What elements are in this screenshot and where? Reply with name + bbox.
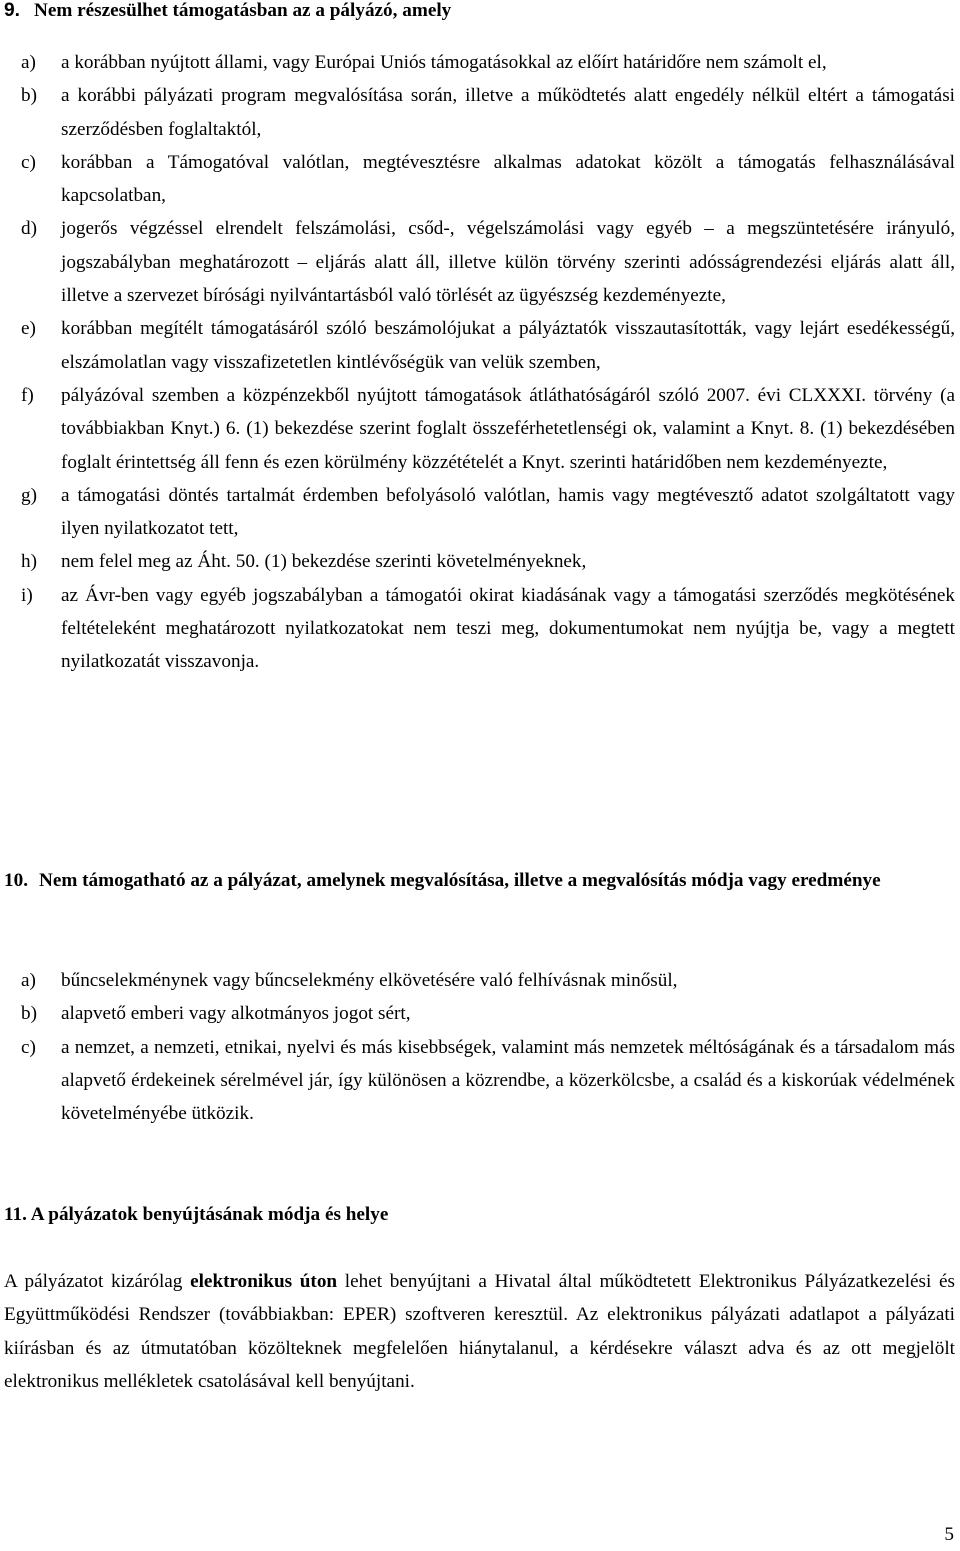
list-item-label: a)	[21, 52, 36, 73]
section-number: 10.	[4, 870, 28, 891]
section-title: A pályázatok benyújtásának módja és helye	[30, 1204, 389, 1225]
section-10-heading	[4, 864, 955, 897]
list-item-text: pályázóval szemben a közpénzekből nyújtott támogatások átláthatóságáról szóló 2007. évi CLXXXI. törvény (a továbbiakban Knyt.) 6. (1) bekezdése szerint foglalt összeférhetetlenségi ok, valamint a Knyt. 8. (1) bekezdésében foglalt érintettség áll fenn és ezen körülmény közzétételét a Knyt. szerinti határidőben nem kezdeményezte,	[61, 384, 955, 473]
paragraph-text: lehet benyújtani a Hivatal által működtetett Elektronikus Pályázatkezelési és Együttműködési Rendszer (továbbiakban: EPER) szoftveren keresztül. Az elektronikus pályázati adatlapot a pályázati kiírásban és az útmutatóban közölteknek megfelelően hiánytalanul, a kérdésekre választ adva és az ott megjelölt elektronikus mellékletek csatolásával kell benyújtani.	[4, 1271, 956, 1392]
list-item-label: b)	[21, 1003, 37, 1025]
list-item-label: f)	[21, 384, 34, 406]
list-item	[4, 964, 955, 997]
list-item	[4, 46, 955, 79]
list-item	[4, 545, 955, 578]
list-item	[4, 1031, 955, 1131]
list-item-label: d)	[21, 218, 37, 240]
section-9-list	[4, 46, 955, 679]
section-number: 11.	[4, 1204, 27, 1225]
section-11-heading	[4, 1198, 388, 1231]
paragraph-text: A pályázatot kizárólag	[4, 1271, 191, 1292]
list-item-text: a korábbi pályázati program megvalósítása során, illetve a működtetés alatt engedély nélkül eltért a támogatási szerződésben foglaltaktól,	[61, 85, 955, 140]
list-item-text: korábban a Támogatóval valótlan, megtévesztésre alkalmas adatokat közölt a támogatás felhasználásával kapcsolatban,	[61, 151, 955, 207]
list-item	[4, 79, 955, 146]
list-item-text: alapvető emberi vagy alkotmányos jogot sért,	[61, 1003, 411, 1025]
page-number: 5	[944, 1524, 954, 1545]
list-item-label: e)	[21, 318, 36, 340]
list-item-label: g)	[21, 484, 37, 506]
list-item-text: a korábban nyújtott állami, vagy Európai Uniós támogatásokkal az előírt határidőre nem számolt el,	[61, 52, 827, 73]
section-number: 9.	[4, 0, 21, 21]
list-item-label: h)	[21, 551, 37, 573]
list-item-label: a)	[21, 970, 36, 991]
list-item	[4, 479, 955, 546]
list-item	[4, 579, 955, 679]
section-9-heading	[4, 0, 451, 27]
list-item-label: c)	[21, 1036, 36, 1058]
list-item-text: az Ávr-ben vagy egyéb jogszabályban a támogatói okirat kiadásának vagy a támogatási szerződés megkötésének feltételeként meghatározott nyilatkozatokat nem teszi meg, dokumentumokat nem nyújtja be, vagy a megtett nyilatkozatát visszavonja.	[61, 584, 955, 673]
list-item-label: i)	[21, 584, 33, 606]
list-item-text: nem felel meg az Áht. 50. (1) bekezdése szerinti követelményeknek,	[61, 551, 587, 573]
section-10-list	[4, 964, 955, 1130]
list-item	[4, 312, 955, 379]
section-title: Nem támogatható az a pályázat, amelynek megvalósítása, illetve a megvalósítás módja vagy eredménye	[39, 870, 881, 891]
list-item	[4, 212, 955, 312]
section-11-paragraph	[4, 1265, 955, 1398]
list-item-text: jogerős végzéssel elrendelt felszámolási, csőd-, végelszámolási vagy egyéb – a megszüntetésére irányuló, jogszabályban meghatározott – eljárás alatt áll, illetve külön törvény szerinti adósságrendezési eljárás alatt áll, illetve a szervezet bírósági nyilvántartásból való törlését az ügyészség kezdeményezte,	[61, 218, 955, 307]
list-item	[4, 146, 955, 213]
list-item-text: a támogatási döntés tartalmát érdemben befolyásoló valótlan, hamis vagy megtévesztő adatot szolgáltatott vagy ilyen nyilatkozatot tett,	[61, 484, 955, 540]
list-item-label: b)	[21, 85, 37, 107]
list-item-label: c)	[21, 151, 36, 173]
section-title: Nem részesülhet támogatásban az a pályázó, amely	[34, 0, 452, 21]
list-item-text: korábban megítélt támogatásáról szóló beszámolójukat a pályáztatók visszautasították, vagy lejárt esedékességű, elszámolatlan vagy visszafizetetlen kintlévőségük van velük szemben,	[61, 318, 955, 373]
list-item-text: a nemzet, a nemzeti, etnikai, nyelvi és más kisebbségek, valamint más nemzetek méltóságának és a társadalom más alapvető érdekeinek sérelmével jár, így különösen a közrendbe, a közerkölcsbe, a család és a kiskorúak védelmének követelményébe ütközik.	[61, 1036, 955, 1125]
list-item	[4, 997, 955, 1030]
list-item	[4, 379, 955, 479]
list-item-text: bűncselekménynek vagy bűncselekmény elkövetésére való felhívásnak minősül,	[61, 970, 678, 991]
paragraph-bold-text: elektronikus úton	[190, 1271, 338, 1292]
